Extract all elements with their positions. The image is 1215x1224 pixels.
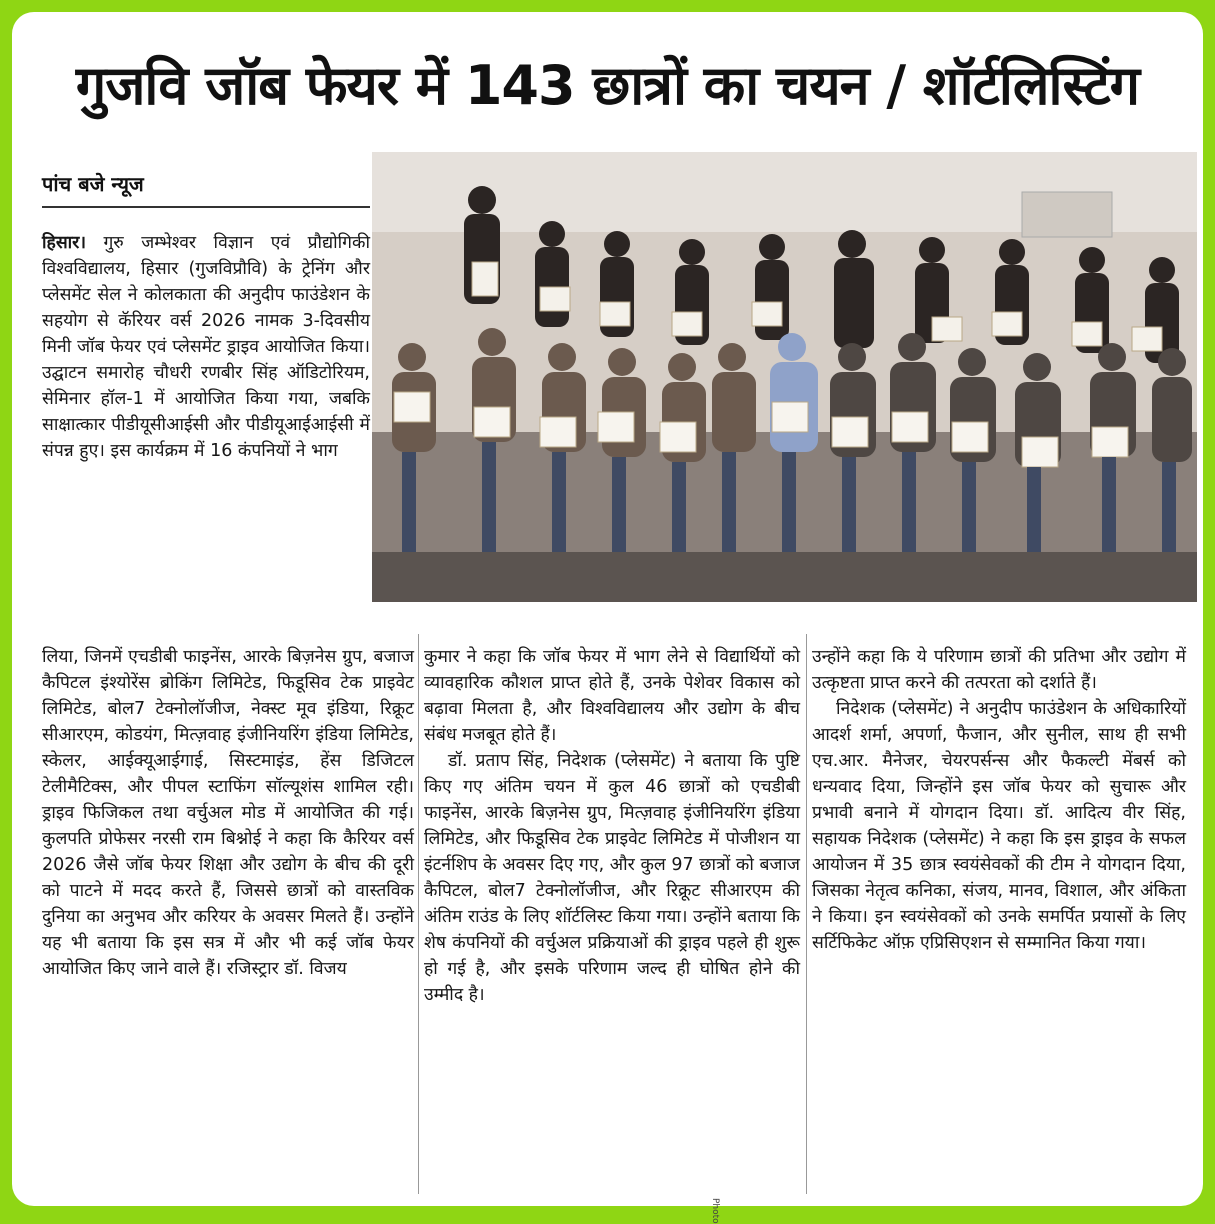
column-divider <box>806 634 807 1194</box>
column-2-text: लिया, जिनमें एचडीबी फाइनेंस, आरके बिज़नेस ग्रुप, बजाज कैपिटल इंश्योरेंस ब्रोकिंग लिमिटेड, फिडूसिव टेक प्राइवेट लिमिटेड, बोल7 टेक्नोलॉजीज, नेक्स्ट मूव इंडिया, रिक्रूट सीआरएम, कोडयंग, मित्ज़वाह इंजीनियरिंग इंडिया लिमिटेड, स्केलर, आईक्यूआईगाई, सिस्टमाइंड, हेंस डिजिटल टेलीमैटिक्स, और पीपल स्टाफिंग सॉल्यूशंस शामिल रही। ड्राइव फिजिकल तथा वर्चुअल मोड में आयोजित की गई। कुलपति प्रोफेसर नरसी राम बिश्नोई ने कहा कि कैरियर वर्स 2026 जैसे जॉब फेयर शिक्षा और उद्योग के बीच की दूरी को पाटने में मदद करते हैं, जिससे छात्रों को वास्तविक दुनिया का अनुभव और करियर के अवसर मिलते हैं। उन्होंने यह भी बताया कि इस सत्र में और भी कई जॉब फेयर आयोजित किए जाने वाले हैं। रजिस्ट्रार डॉ. विजय <box>42 647 414 979</box>
byline: पांच बजे न्यूज <box>42 168 370 208</box>
column-3-para-1: कुमार ने कहा कि जॉब फेयर में भाग लेने से विद्यार्थियों को व्यावहारिक कौशल प्राप्त होते हैं, उनके पेशेवर विकास को बढ़ावा मिलता है, और विश्वविद्यालय और उद्योग के बीच संबंध मजबूत होते हैं। <box>424 647 800 745</box>
article-column-2 <box>42 644 414 982</box>
photo-credit: Photo <box>710 1198 720 1224</box>
column-4-para-2: निदेशक (प्लेसमेंट) ने अनुदीप फाउंडेशन के अधिकारियों आदर्श शर्मा, अपर्णा, फैजान, और सुनील, साथ ही सभी एच.आर. मैनेजर, चेयरपर्सन्स और फैकल्टी मेंबर्स को धन्यवाद दिया, जिन्होंने इस जॉब फेयर को सुचारू और प्रभावी बनाने में योगदान दिया। डॉ. आदित्य वीर सिंह, सहायक निदेशक (प्लेसमेंट) ने कहा कि इस ड्राइव के सफल आयोजन में 35 छात्र स्वयंसेवकों की टीम ने योगदान दिया, जिसका नेतृत्व कनिका, संजय, मानव, विशाल, और अंकिता ने किया। इन स्वयंसेवकों को उनके समर्पित प्रयासों के लिए सर्टिफिकेट ऑफ़ एप्रिसिएशन से सम्मानित किया गया। <box>812 699 1186 953</box>
column-1-text: गुरु जम्भेश्वर विज्ञान एवं प्रौद्योगिकी विश्वविद्यालय, हिसार (गुजविप्रौवि) के ट्रेनिंग और प्लेसमेंट सेल ने कोलकाता की अनुदीप फाउंडेशन के सहयोग से कॅरियर वर्स 2026 नामक 3-दिवसीय मिनी जॉब फेयर एवं प्लेसमेंट ड्राइव आयोजित किया। उद्घाटन समारोह चौधरी रणबीर सिंह ऑडिटोरियम, सेमिनार हॉल-1 में आयोजित किया गया, जबकि साक्षात्कार पीडीयूसीआईसी और पीडीयूआईआईसी में संपन्न हुए। इस कार्यक्रम में 16 कंपनियों ने भाग <box>42 233 370 461</box>
column-divider <box>418 634 419 1194</box>
article-column-4 <box>812 644 1186 956</box>
dateline: हिसार। <box>42 233 86 253</box>
article-column-3 <box>424 644 800 1008</box>
column-3-para-2: डॉ. प्रताप सिंह, निदेशक (प्लेसमेंट) ने बताया कि पुष्टि किए गए अंतिम चयन में कुल 46 छात्रों को एचडीबी फाइनेंस, आरके बिज़नेस ग्रुप, मित्ज़वाह इंजीनियरिंग इंडिया लिमिटेड, और फिडूसिव टेक प्राइवेट लिमिटेड में पोजीशन या इंटर्नशिप के अवसर दिए गए, और कुल 97 छात्रों को बजाज कैपिटल, बोल7 टेक्नोलॉजीज, और रिक्रूट सीआरएम की अंतिम राउंड के लिए शॉर्टलिस्ट किया गया। उन्होंने बताया कि शेष कंपनियों की वर्चुअल प्रक्रियाओं की ड्राइव पहले ही शुरू हो गई है, और इसके परिणाम जल्द ही घोषित होने की उम्मीद है। <box>424 751 800 1005</box>
group-photo <box>372 152 1197 602</box>
group-photo-icon <box>372 152 1197 602</box>
newspaper-clipping <box>12 12 1203 1224</box>
headline: गुजवि जॉब फेयर में 143 छात्रों का चयन / शॉर्टलिस्टिंग <box>75 54 1140 117</box>
article-column-1 <box>42 230 370 464</box>
column-4-para-1: उन्होंने कहा कि ये परिणाम छात्रों की प्रतिभा और उद्योग में उत्कृष्टता प्राप्त करने की तत्परता को दर्शाते हैं। <box>812 647 1186 693</box>
